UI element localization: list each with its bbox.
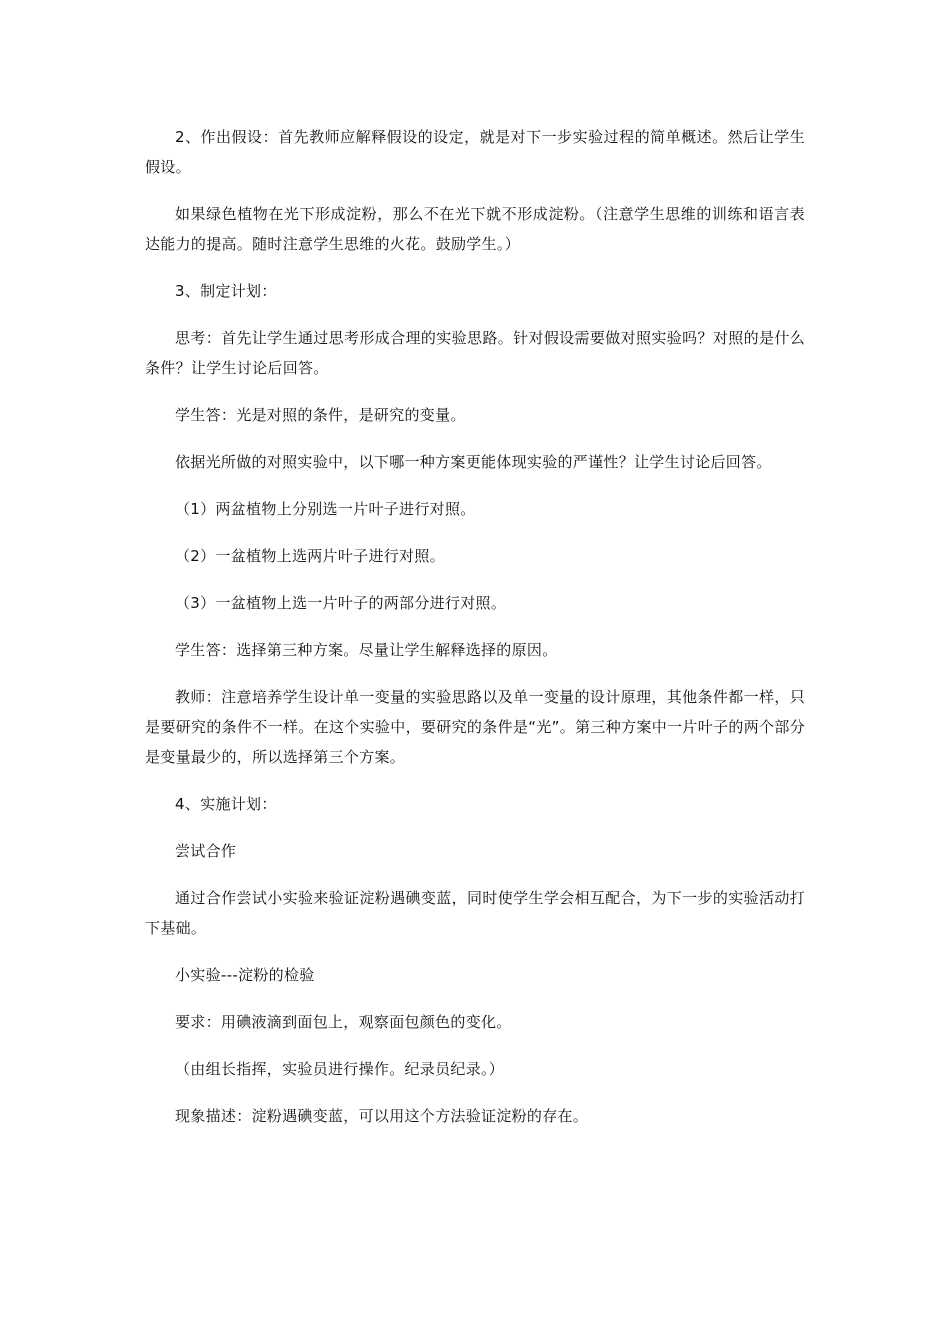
paragraph-question: 依据光所做的对照实验中，以下哪一种方案更能体现实验的严谨性？让学生讨论后回答。 xyxy=(175,453,772,471)
paragraph-mini-experiment: 小实验---淀粉的检验 xyxy=(175,966,315,984)
paragraph-option-3: （3）一盆植物上选一片叶子的两部分进行对照。 xyxy=(175,594,507,612)
paragraph-hypothesis: 如果绿色植物在光下形成淀粉，那么不在光下就不形成淀粉。（注意学生思维的训练和语言表达能力的提高。随时注意学生思维的火花。鼓励学生。） xyxy=(145,205,805,253)
paragraph-option-2: （2）一盆植物上选两片叶子进行对照。 xyxy=(175,547,445,565)
paragraph-requirement: 要求：用碘液滴到面包上，观察面包颜色的变化。 xyxy=(175,1013,512,1031)
paragraph-teacher-note: 教师：注意培养学生设计单一变量的实验思路以及单一变量的设计原理，其他条件都一样，只是要研究的条件不一样。在这个实验中，要研究的条件是“光”。第三种方案中一片叶子的两个部分是变量最少的，所以选择第三个方案。 xyxy=(145,688,805,766)
paragraph-cooperation-desc: 通过合作尝试小实验来验证淀粉遇碘变蓝，同时使学生学会相互配合，为下一步的实验活动打下基础。 xyxy=(145,889,805,937)
paragraph-phenomenon: 现象描述：淀粉遇碘变蓝，可以用这个方法验证淀粉的存在。 xyxy=(175,1107,589,1125)
paragraph-try-cooperation: 尝试合作 xyxy=(175,842,237,860)
paragraph-plan-heading: 3、制定计划： xyxy=(175,282,277,300)
paragraph-hypothesis-heading: 2、作出假设：首先教师应解释假设的设定，就是对下一步实验过程的简单概述。然后让学生假设。 xyxy=(145,128,805,176)
paragraph-implement-heading: 4、实施计划： xyxy=(175,795,277,813)
paragraph-roles: （由组长指挥，实验员进行操作。纪录员纪录。） xyxy=(175,1060,505,1078)
paragraph-student-answer-2: 学生答：选择第三种方案。尽量让学生解释选择的原因。 xyxy=(175,641,558,659)
paragraph-student-answer-1: 学生答：光是对照的条件，是研究的变量。 xyxy=(175,406,466,424)
paragraph-option-1: （1）两盆植物上分别选一片叶子进行对照。 xyxy=(175,500,476,518)
document-body xyxy=(145,122,805,1148)
paragraph-thinking: 思考：首先让学生通过思考形成合理的实验思路。针对假设需要做对照实验吗？对照的是什么条件？让学生讨论后回答。 xyxy=(145,329,805,377)
